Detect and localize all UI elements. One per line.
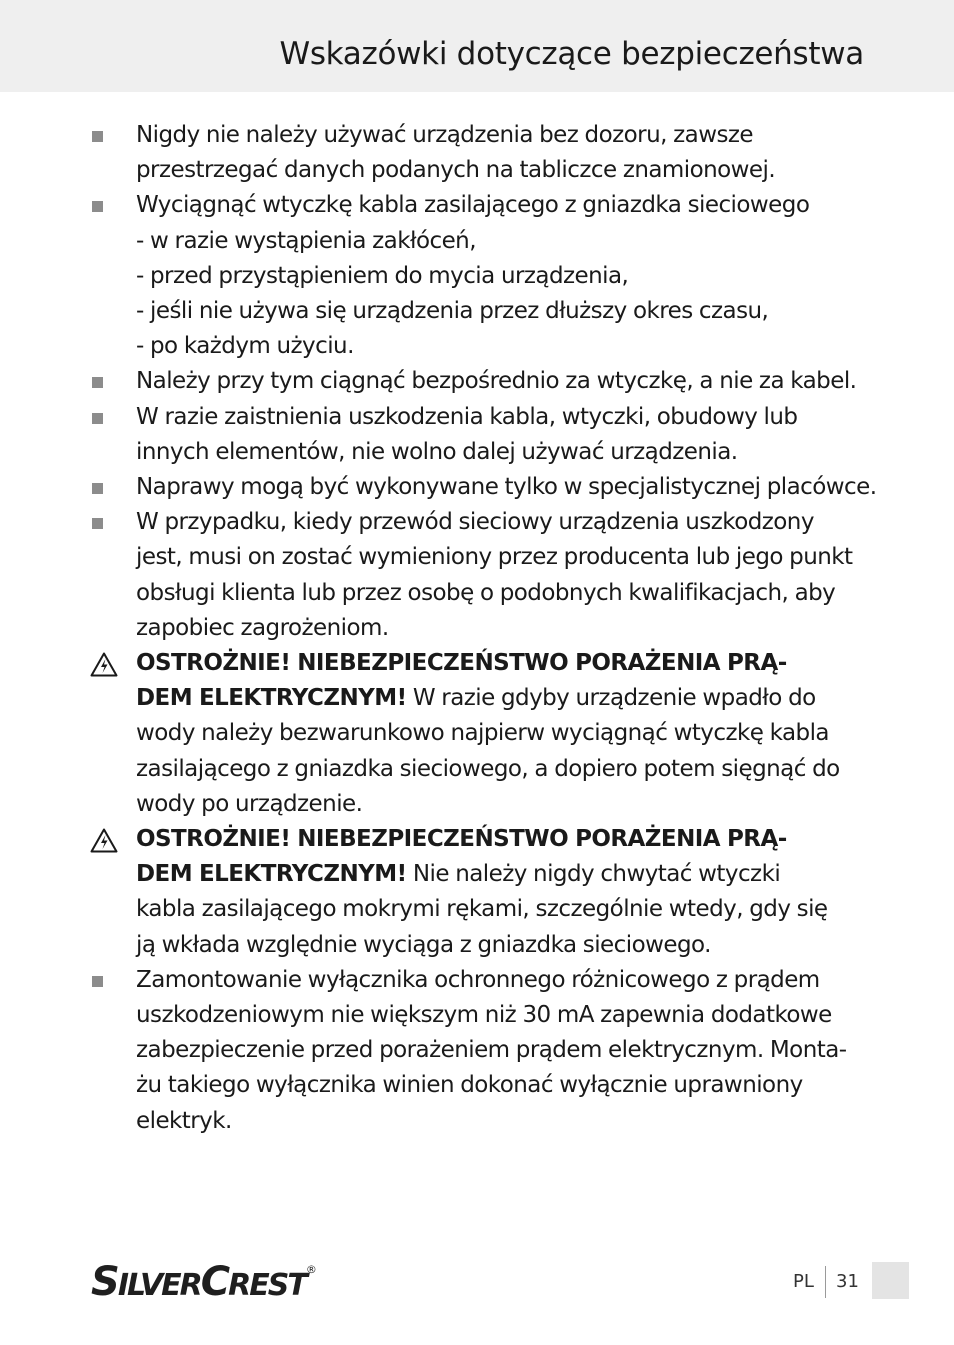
text-line: Wyciągnąć wtyczkę kabla zasilającego z gniazdka sieciowego [136, 192, 810, 219]
warning-heading-end: DEM ELEKTRYCZNYM! [136, 861, 407, 888]
text-line: kabla zasilającego mokrymi rękami, szczególnie wtedy, gdy się [136, 896, 828, 923]
text-line: - przed przystąpieniem do mycia urządzenia, [136, 262, 629, 289]
warning-item [0, 646, 876, 822]
text-line: - po każdym użyciu. [136, 333, 354, 360]
square-bullet-icon [92, 413, 103, 424]
text-line: wody po urządzenie. [136, 790, 363, 817]
safety-list [0, 118, 954, 1139]
list-item [0, 400, 876, 470]
text-line: W razie zaistnienia uszkodzenia kabla, wtyczki, obudowy lub [136, 403, 798, 430]
list-item [0, 188, 876, 364]
text-line: Należy przy tym ciągnąć bezpośrednio za wtyczkę, a nie za kabel. [136, 368, 857, 395]
list-item [0, 364, 876, 399]
text-line: zabezpieczenie przed porażeniem prądem elektrycznym. Monta- [136, 1037, 847, 1064]
warning-item [0, 822, 876, 963]
text-line: obsługi klienta lub przez osobę o podobnych kwalifikacjach, aby [136, 579, 836, 606]
square-bullet-icon [92, 518, 103, 529]
text-line: Naprawy mogą być wykonywane tylko w specjalistycznej placówce. [136, 474, 877, 501]
text-line: uszkodzeniowym nie większym niż 30 mA zapewnia dodatkowe [136, 1002, 832, 1029]
text-line: Nigdy nie należy używać urządzenia bez dozoru, zawsze [136, 122, 754, 148]
text-line: jest, musi on zostać wymieniony przez producenta lub jego punkt [136, 544, 853, 571]
language-code: PL [793, 1271, 814, 1292]
square-bullet-icon [92, 976, 103, 987]
page-number: 31 [836, 1271, 859, 1292]
list-item [0, 505, 876, 646]
text-line: W przypadku, kiedy przewód sieciowy urządzenia uszkodzony [136, 509, 814, 536]
warning-heading: OSTROŻNIE! NIEBEZPIECZEŃSTWO PORAŻENIA PRĄ- [136, 826, 787, 853]
warning-heading-end: DEM ELEKTRYCZNYM! [136, 685, 407, 712]
warning-line [136, 857, 876, 892]
warning-line [136, 681, 876, 716]
electric-hazard-warning-icon [90, 652, 118, 677]
list-item [0, 470, 876, 505]
page-tab-marker [872, 1262, 909, 1299]
text-line: elektryk. [136, 1107, 232, 1134]
list-item [0, 118, 876, 188]
brand-logo: SILVERCREST® [91, 1259, 317, 1305]
text-line: żu takiego wyłącznika winien dokonać wyłącznie uprawniony [136, 1072, 803, 1099]
text-line: przestrzegać danych podanych na tabliczce znamionowej. [136, 157, 776, 184]
square-bullet-icon [92, 131, 103, 142]
electric-hazard-warning-icon [90, 828, 118, 853]
text-line: zasilającego z gniazdka sieciowego, a dopiero potem sięgnąć do [136, 755, 840, 782]
warning-text: W razie gdyby urządzenie wpadło do [406, 685, 816, 712]
warning-text: Nie należy nigdy chwytać wtyczki [406, 861, 781, 888]
text-line: wody należy bezwarunkowo najpierw wyciągnąć wtyczkę kabla [136, 720, 829, 747]
list-item [0, 963, 876, 1139]
square-bullet-icon [92, 483, 103, 494]
warning-heading: OSTROŻNIE! NIEBEZPIECZEŃSTWO PORAŻENIA PRĄ- [136, 650, 787, 677]
text-line: ją wkłada względnie wyciąga z gniazdka sieciowego. [136, 931, 711, 958]
text-line: - w razie wystąpienia zakłóceń, [136, 227, 476, 254]
text-line: Zamontowanie wyłącznika ochronnego różnicowego z prądem [136, 966, 820, 993]
text-line: innych elementów, nie wolno dalej używać urządzenia. [136, 438, 738, 465]
square-bullet-icon [92, 377, 103, 388]
text-line: zapobiec zagrożeniom. [136, 614, 389, 641]
page-title: Wskazówki dotyczące bezpieczeństwa [279, 36, 864, 72]
square-bullet-icon [92, 201, 103, 212]
footer-divider [825, 1266, 826, 1298]
text-line: - jeśli nie używa się urządzenia przez dłuższy okres czasu, [136, 298, 769, 325]
